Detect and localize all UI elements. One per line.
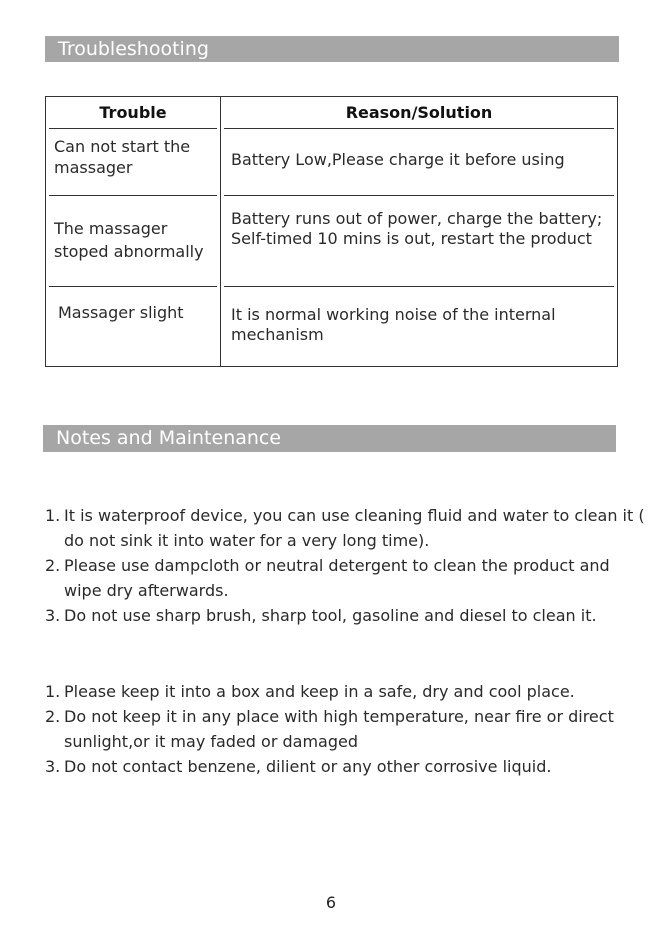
list-item: 1. It is waterproof device, you can use cleaning fluid and water to clean it ( do not sink it into water for a very long time).: [45, 506, 645, 550]
cleaning-notes-list: [45, 503, 645, 628]
trouble-cell: Massager slight: [58, 303, 184, 322]
list-item: 2. Please use dampcloth or neutral detergent to clean the product and wipe dry afterwards.: [45, 556, 610, 600]
table-row: [46, 195, 618, 286]
row-divider: [224, 286, 614, 287]
row-divider: [224, 195, 614, 196]
notes-maintenance-heading: Notes and Maintenance: [43, 425, 616, 452]
storage-notes-list: [45, 679, 625, 779]
row-divider: [49, 195, 217, 196]
page-number: 6: [325, 893, 337, 912]
row-divider: [224, 128, 614, 129]
table-header-row: [46, 97, 618, 129]
solution-cell: It is normal working noise of the internal mechanism: [231, 305, 556, 344]
solution-cell: Battery Low,Please charge it before using: [231, 150, 565, 169]
header-trouble: Trouble: [46, 97, 221, 129]
row-divider: [49, 286, 217, 287]
solution-cell: Battery runs out of power, charge the battery; Self-timed 10 mins is out, restart the product: [231, 209, 603, 248]
table-row: [46, 128, 618, 195]
list-item: 3. Do not use sharp brush, sharp tool, gasoline and diesel to clean it.: [45, 606, 597, 625]
trouble-cell: The massager stoped abnormally: [54, 219, 204, 261]
list-item: 1. Please keep it into a box and keep in a safe, dry and cool place.: [45, 682, 575, 701]
list-item: 2. Do not keep it in any place with high temperature, near fire or direct sunlight,or it may faded or damaged: [45, 707, 614, 751]
troubleshooting-heading: Troubleshooting: [45, 36, 619, 62]
troubleshooting-table: [45, 96, 618, 367]
trouble-cell: Can not start the massager: [54, 137, 191, 177]
header-reason-solution: Reason/Solution: [221, 97, 618, 129]
list-item: 3. Do not contact benzene, dilient or any other corrosive liquid.: [45, 757, 552, 776]
row-divider: [49, 128, 217, 129]
table-row: [46, 286, 618, 367]
